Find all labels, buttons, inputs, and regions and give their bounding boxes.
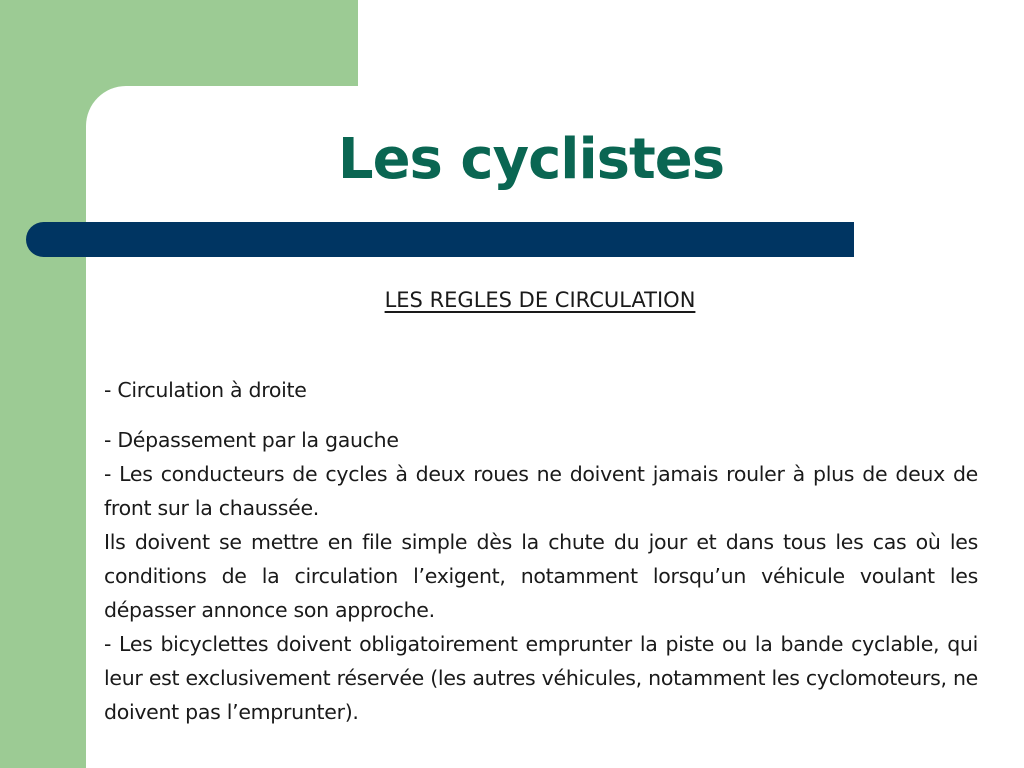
paragraph-file-simple: Ils doivent se mettre en file simple dès la chute du jour et dans tous les cas où les conditions de la circulation l’exigent, notamment lorsqu’un véhicule voulant les dépasser annonce son approche.: [104, 530, 978, 622]
body-text: [104, 373, 978, 729]
slide-title: Les cyclistes: [337, 127, 725, 192]
bullet-bicyclettes: - Les bicyclettes doivent obligatoirement emprunter la piste ou la bande cyclable, qui leur est exclusivement réservée (les autres véhicules, notamment les cyclomoteurs, ne doivent pas l’emprunter).: [104, 632, 978, 724]
bullet-depassement: - Dépassement par la gauche: [104, 428, 399, 452]
title-underline-bar: [26, 222, 854, 257]
section-heading: LES REGLES DE CIRCULATION: [384, 288, 696, 312]
bullet-circulation: - Circulation à droite: [104, 378, 307, 402]
bullet-conducteurs: - Les conducteurs de cycles à deux roues ne doivent jamais rouler à plus de deux de front sur la chaussée.: [104, 462, 978, 520]
